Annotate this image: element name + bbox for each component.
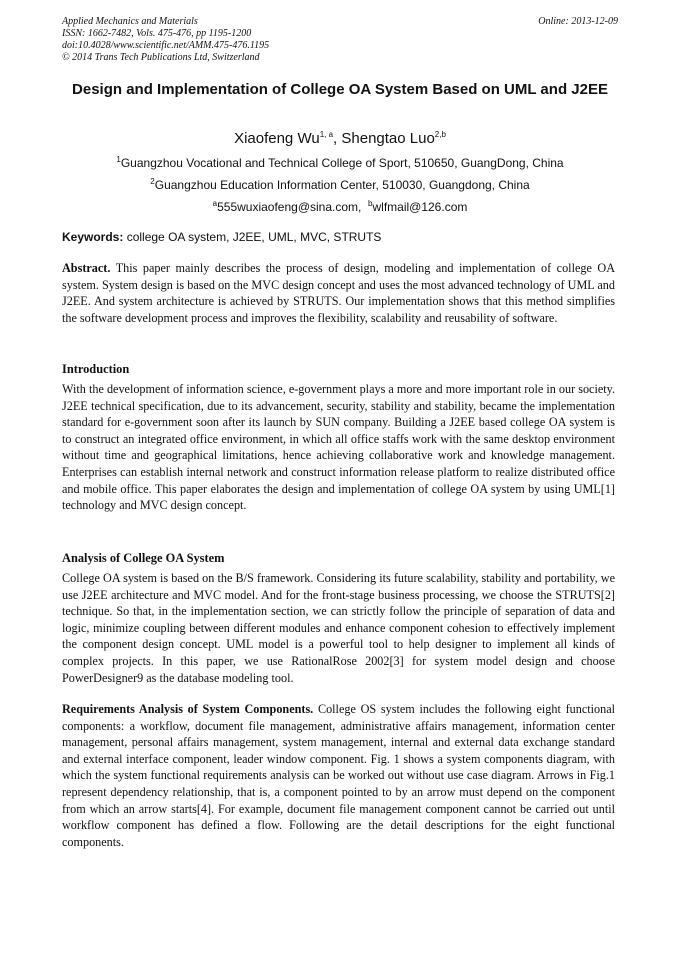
author-line: [62, 130, 618, 148]
affiliation-2: [62, 178, 618, 192]
affiliation-2-num: 2: [150, 177, 155, 186]
email-line: [62, 200, 618, 214]
abstract-text: This paper mainly describes the process of design, modeling and implementation of college OA system. System design is based on the MVC design concept and uses the most advanced technology of UML and J2EE. And system architecture is achieved by STRUTS. Our implementation shows that this method simplifies the software development process and improves the flexibility, scalability and reusability of software.: [62, 261, 615, 325]
email-a: 555wuxiaofeng@sina.com,: [217, 200, 362, 214]
analysis-paragraph: College OA system is based on the B/S framework. Considering its future scalability, stability and portability, we use J2EE architecture and MVC model. And for the front-stage business processing, we choose the STRUTS[2] technique. So that, in the implementation section, we can strictly follow the principle of separation of data and logic, minimize coupling between different modules and enhance component cohesion to effectively implement the component design concept. UML model is a powerful tool to help designer to implement all kinds of complex projects. In this paper, we use RationalRose 2002[3] for system model design and choose PowerDesigner9 as the database modeling tool.: [62, 571, 615, 685]
email-a-label: a: [212, 199, 218, 208]
affiliation-1-text: Guangzhou Vocational and Technical College of Sport, 510650, GuangDong, China: [120, 156, 564, 170]
copyright-line: © 2014 Trans Tech Publications Ltd, Switzerland: [62, 52, 260, 63]
introduction-heading: Introduction: [62, 362, 130, 376]
email-b: wlfmail@126.com: [372, 200, 468, 214]
online-date: Online: 2013-12-09: [538, 16, 618, 27]
requirements-paragraph: [62, 701, 615, 850]
journal-header: [62, 16, 618, 64]
affiliation-1-num: 1: [116, 155, 121, 164]
author-separator: ,: [333, 130, 338, 147]
abstract-label: Abstract.: [62, 261, 111, 275]
issn-line: ISSN: 1662-7482, Vols. 475-476, pp 1195-1200: [62, 28, 252, 39]
author-2-sup: 2,b: [434, 130, 446, 139]
email-b-label: b: [368, 199, 373, 208]
keywords-text: college OA system, J2EE, UML, MVC, STRUTS: [126, 230, 382, 244]
author-1-sup: 1, a: [319, 130, 334, 139]
author-1: Xiaofeng Wu: [234, 130, 320, 147]
keywords-label: Keywords:: [62, 230, 124, 244]
keywords: [62, 230, 618, 244]
requirements-label: Requirements Analysis of System Components.: [62, 702, 314, 716]
introduction-paragraph: With the development of information science, e-government plays a more and more important role in our society. J2EE technical specification, due to its advancement, security, stability and stability, became the implementation standard for e-government soon after its launch by SUN company. Building a J2EE based college OA system is to construct an integrated office environment, in which all office staffs work with the same desktop environment without time and geographical limitations, hence achieving collaborative work and knowledge management. Enterprises can establish internal network and construct information release platform to realize distributed office and mobile office. This paper elaborates the design and implementation of college OA system by using UML[1] technology and MVC design concept.: [62, 382, 615, 513]
affiliation-1: [62, 156, 618, 170]
author-2: Shengtao Luo: [341, 130, 435, 147]
analysis-heading: Analysis of College OA System: [62, 551, 225, 565]
paper-title: Design and Implementation of College OA System Based on UML and J2EE: [72, 81, 608, 98]
doi-line: doi:10.4028/www.scientific.net/AMM.475-476.1195: [62, 40, 270, 51]
affiliation-2-text: Guangzhou Education Information Center, 510030, Guangdong, China: [154, 178, 530, 192]
abstract-paragraph: [62, 260, 615, 326]
requirements-text: College OS system includes the following eight functional components: a workflow, document file management, administrative affairs management, information center management, personal affairs management, system management, internal and external data exchange standard and external interface component, leader window component. Fig. 1 shows a system components diagram, with which the system functional requirements analysis can be worked out without use case diagram. Arrows in Fig.1 represent dependency relationship, that is, a component pointed to by an arrow must depend on the component from which an arrow starts[4]. For example, document file management component cannot be carried out until workflow component has defined a flow. Following are the detail descriptions for the eight functional components.: [62, 702, 615, 849]
journal-name: Applied Mechanics and Materials: [62, 16, 198, 27]
